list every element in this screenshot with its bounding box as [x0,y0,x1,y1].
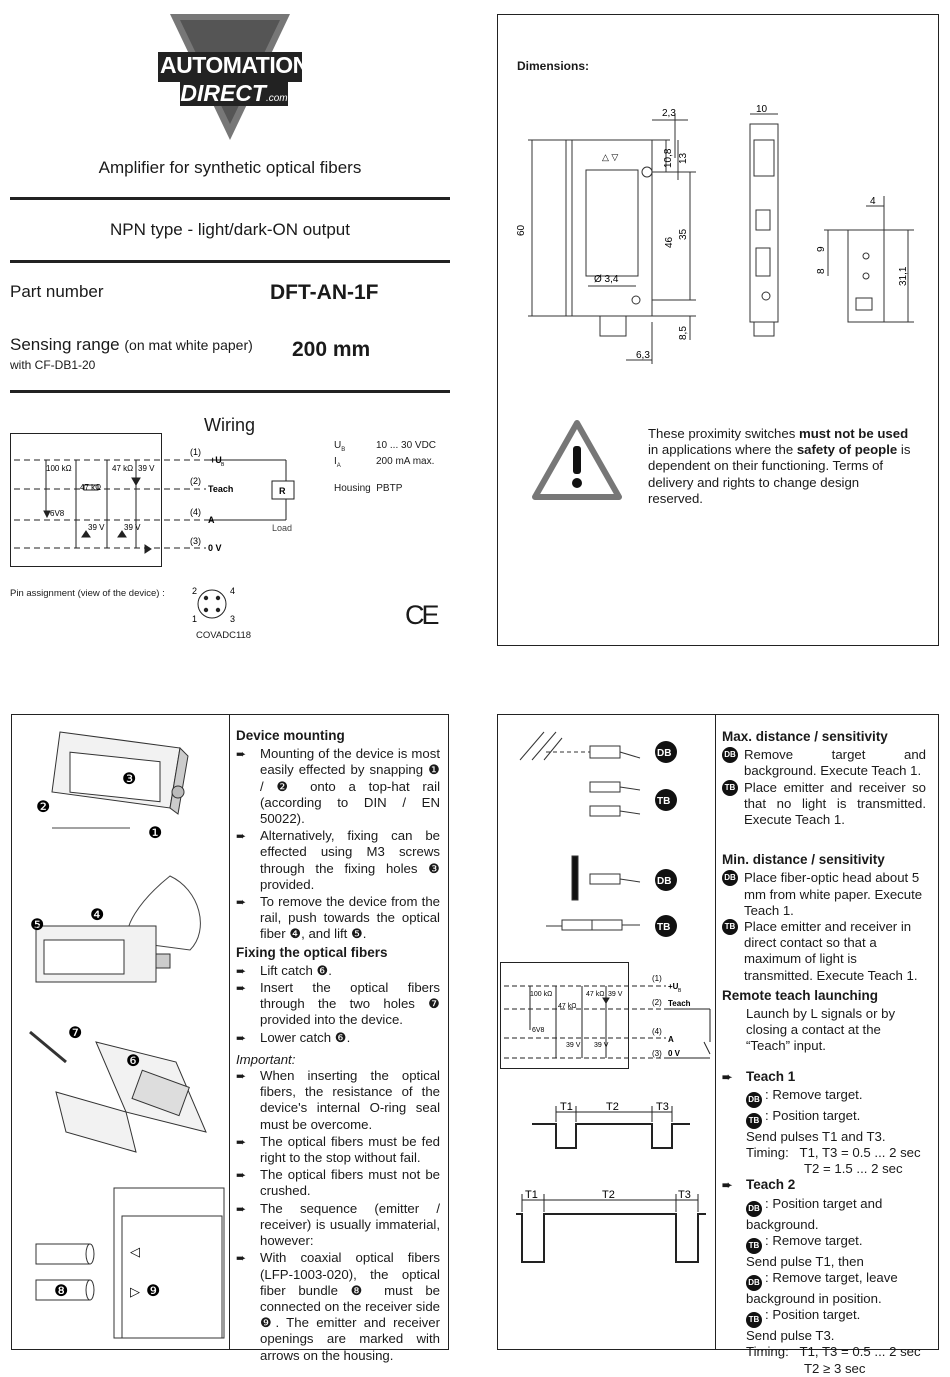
teach2-title: ➨ Teach 2 [722,1177,926,1193]
svg-text:DB: DB [657,748,672,759]
divider [10,197,450,200]
svg-text:8: 8 [816,268,827,274]
svg-text:T1: T1 [525,1189,538,1201]
divider [10,260,450,263]
product-title: Amplifier for synthetic optical fibers [98,158,362,177]
important-label: Important: [236,1051,296,1067]
svg-text:9: 9 [816,246,827,252]
svg-text:39 V: 39 V [124,523,141,532]
min-db-text: Place fiber-optic head about 5 mm from white paper. Execute Teach 1. [744,870,923,918]
svg-text:❸: ❸ [122,771,137,788]
svg-text:T2: T2 [606,1101,619,1113]
spec-ia: $I_A$ [334,456,341,469]
column-divider [715,714,716,1350]
svg-text:B: B [221,462,225,468]
range-label: Sensing range (on mat white paper) [10,335,253,354]
remote-title: Remote teach launching [722,987,879,1003]
teach2-tb2: Position target. [772,1307,861,1323]
db-icon: DB [722,747,738,763]
teach-instructions: Max. distance / sensitivity DB Remove target and background. Execute Teach 1. TB Place emitter and receiver so that no light is transmitted. Execute Teach 1. Min. distance / sensitivity DB Place fiber-optic head about 5 mm from white paper. Execute Teach 1. TB Place emitter and receiver in direct contact so that a maximum of light is transmitted. Execute Teach 1. Remote teach launching Launch by L signals or by closing a contact at the “Teach” input. ➨ Teach 1 DB : Remove target. TB : Position target. Send pulses T1 and T3. Timing: T1, T3 = 0.5 ... 2 sec T2 = 1.5 ... 2 sec ➨ Teach 2 DB : Position target and background. TB : Remove target. Send pulse T1, then DB : Remove target, leave background in position. TB : Position target. Send pulse T3. Timing: T1, T3 = 0.5 ... 2 sec T2 ≥ 3 sec [722,729,926,1377]
ce-mark: CE [405,600,437,630]
db-icon: DB [746,1275,762,1291]
mount-step: ➨ Mounting of the device is most easily effected by snapping ❶ / ❷ onto a top-hat rail (according to DIN / EN 50022). [236,746,440,827]
warning-text: These proximity switches must not be used in applications where the safety of people is dependent on their functioning. Terms of delivery and rights to change design reserved. [648,426,911,506]
svg-text:❾: ❾ [146,1283,161,1300]
svg-text:TB: TB [657,796,671,807]
svg-text:(2): (2) [190,476,201,486]
brand-line1: AUTOMATION [160,52,309,78]
teach2-tb: Remove target. [772,1232,863,1248]
fix-step: ➨ Insert the optical fibers through the two holes ❼ provided into the device. [236,980,440,1029]
svg-text:60: 60 [516,224,527,236]
svg-text:(1): (1) [190,447,201,457]
sensing-modes-illustration [506,720,711,942]
svg-text:❼: ❼ [68,1025,83,1042]
svg-text:T3: T3 [678,1189,691,1201]
housing: Housing PBTP [334,483,403,494]
important-item: ➨ The optical fibers must not be crushed. [236,1167,440,1199]
tb-icon: TB [746,1238,762,1254]
timing-label: Timing: [746,1344,789,1360]
svg-text:1: 1 [192,614,198,624]
min-tb-text: Place emitter and receiver in direct contact so that a maximum of light is transmitted. Execute Teach 1. [744,919,918,983]
teach2-send1: Send pulse T1, then [746,1253,864,1269]
mount-step: ➨ To remove the device from the rail, push towards the optical fiber ❹, and lift ❺. [236,894,440,943]
svg-text:T2: T2 [602,1189,615,1201]
svg-text:0 V: 0 V [208,543,222,553]
svg-text:Ø 3,4: Ø 3,4 [594,274,619,285]
tb-icon: TB [746,1113,762,1129]
teach2-send2: Send pulse T3. [746,1328,835,1344]
teach2-timing2: T2 ≥ 3 sec [804,1360,866,1376]
tb-icon: TB [746,1312,762,1328]
divider [10,390,450,393]
svg-text:6V8: 6V8 [532,1027,545,1034]
svg-text:▷: ▷ [130,1284,140,1299]
svg-text:100 kΩ: 100 kΩ [530,991,553,998]
wiring-title: Wiring [204,415,256,435]
fix-step: ➨ Lower catch ❻. [236,1030,440,1046]
teach1-timing1: T1, T3 = 0.5 ... 2 sec [799,1145,921,1161]
teach2-db: Position target and background. [746,1195,883,1232]
svg-text:6,3: 6,3 [636,350,650,361]
teach1-db: Remove target. [772,1086,863,1102]
part-label: Part number [10,282,104,301]
mounting-illustration [30,722,220,840]
svg-text:Load: Load [272,523,293,533]
svg-text:39 V: 39 V [88,523,105,532]
svg-text:B: B [678,988,682,994]
svg-text:4: 4 [230,586,236,596]
svg-text:4: 4 [870,196,876,207]
svg-text:A: A [668,1035,674,1044]
mounting-instructions [236,728,440,1365]
svg-text:39 V: 39 V [594,1042,609,1049]
svg-text:3: 3 [230,614,236,624]
mount-title: Device mounting [236,728,345,743]
circuit-v39: 39 V [138,464,155,473]
svg-text:35: 35 [678,228,689,240]
svg-text:❽: ❽ [54,1283,69,1300]
db-icon: DB [746,1092,762,1108]
svg-text:Teach: Teach [668,999,691,1008]
teach-wiring-diagram [500,962,715,1072]
important-item: ➨ The optical fibers must be fed right to the stop without fail. [236,1134,440,1166]
svg-text:+U: +U [668,982,679,991]
svg-text:A: A [208,515,215,525]
svg-text:13: 13 [678,152,689,164]
min-title: Min. distance / sensitivity [722,852,885,868]
svg-text:T3: T3 [656,1101,669,1113]
svg-text:10,8: 10,8 [663,148,674,168]
svg-text:2,3: 2,3 [662,108,676,119]
teach1-title: ➨ Teach 1 [722,1069,926,1085]
teach1-tb: Position target. [772,1107,861,1123]
svg-text:(2): (2) [652,998,662,1007]
max-tb-text: Place emitter and receiver so that no light is transmitted. Execute Teach 1. [744,779,926,828]
svg-text:Teach: Teach [208,484,234,494]
coaxial-illustration [26,1184,226,1344]
important-item: ➨ When inserting the optical fibers, the resistance of the device's internal O-ring seal must be overcome. [236,1068,440,1133]
svg-text:31,1: 31,1 [898,266,909,286]
svg-text:❺: ❺ [30,917,45,934]
svg-text:(4): (4) [190,507,201,517]
svg-text:39 V: 39 V [566,1042,581,1049]
teach1-timing2: T2 = 1.5 ... 2 sec [804,1161,903,1177]
fix-step: ➨ Lift catch ❻. [236,963,440,979]
wiring-diagram [10,433,310,568]
circuit-v6: 6V8 [50,509,65,518]
timing-label: Timing: [746,1145,789,1161]
tb-icon: TB [722,919,738,935]
spec-ia-value: 200 mA max. [376,456,435,467]
dimension-drawing [510,100,930,370]
svg-text:❶: ❶ [148,825,163,840]
svg-text:+U: +U [210,455,222,465]
svg-text:(3): (3) [652,1049,662,1058]
spec-ub-value: 10 ... 30 VDC [376,440,437,451]
svg-text:❷: ❷ [36,799,51,816]
svg-text:◁: ◁ [130,1244,140,1259]
circuit-r100: 100 kΩ [46,464,72,473]
removal-illustration [20,870,220,1000]
fix-title: Fixing the optical fibers [236,944,388,960]
teach1-send: Send pulses T1 and T3. [746,1128,886,1144]
spec-ub: $U_B$ [334,440,346,453]
svg-text:△ ▽: △ ▽ [602,152,619,162]
svg-text:❻: ❻ [126,1053,141,1070]
svg-text:❹: ❹ [90,907,105,924]
teach2-db2: Remove target, leave background in position. [746,1270,898,1307]
pin-code: COVADC118 [196,630,252,641]
svg-text:39 V: 39 V [608,991,623,998]
svg-text:2: 2 [192,586,198,596]
svg-text:(4): (4) [652,1027,662,1036]
fiber-insert-illustration [26,1022,226,1162]
svg-text:0 V: 0 V [668,1049,681,1058]
tb-icon: TB [722,780,738,796]
circuit-r47a: 47 kΩ [80,483,102,492]
db-icon: DB [746,1201,762,1217]
svg-text:47 kΩ: 47 kΩ [586,991,605,998]
product-subtitle: NPN type - light/dark-ON output [110,220,350,239]
warning-icon [532,420,622,500]
teach1-pulse-diagram [520,1098,700,1156]
pin-label: Pin assignment (view of the device) : [10,588,165,599]
svg-text:DB: DB [657,876,672,887]
max-db-text: Remove target and background. Execute Teach 1. [744,747,926,779]
teach2-pulse-diagram [512,1186,708,1270]
column-divider [229,714,230,1350]
remote-text: Launch by L signals or by closing a contact at the “Teach” input. [746,1006,896,1054]
teach2-timing1: T1, T3 = 0.5 ... 2 sec [799,1344,921,1360]
part-number: DFT-AN-1F [270,281,379,304]
brand-line2: DIRECT.com [180,80,288,106]
svg-text:10: 10 [756,104,768,115]
svg-text:46: 46 [664,236,675,248]
svg-text:8,5: 8,5 [678,326,689,340]
svg-text:T1: T1 [560,1101,573,1113]
circuit-r47b: 47 kΩ [112,464,134,473]
important-item: ➨ The sequence (emitter / receiver) is usually immaterial, however: [236,1201,440,1250]
max-title: Max. distance / sensitivity [722,729,888,744]
brand-logo [150,12,310,142]
svg-text:TB: TB [657,922,671,933]
range-with: with CF-DB1-20 [10,358,96,372]
db-icon: DB [722,870,738,886]
svg-text:R: R [279,486,286,496]
svg-text:(1): (1) [652,974,662,983]
svg-text:(3): (3) [190,536,201,546]
range-value: 200 mm [292,338,371,361]
dimensions-title: Dimensions: [517,59,590,73]
mount-step: ➨ Alternatively, fixing can be effected using M3 screws through the fixing holes ❸ provided. [236,828,440,893]
important-item: ➨ With coaxial optical fibers (LFP-1003-020), the optical fiber bundle ❽ must be connected on the receiver side ❾. The emitter and receiver openings are marked with arrows on the housing. [236,1250,440,1363]
svg-text:47 kΩ: 47 kΩ [558,1003,577,1010]
